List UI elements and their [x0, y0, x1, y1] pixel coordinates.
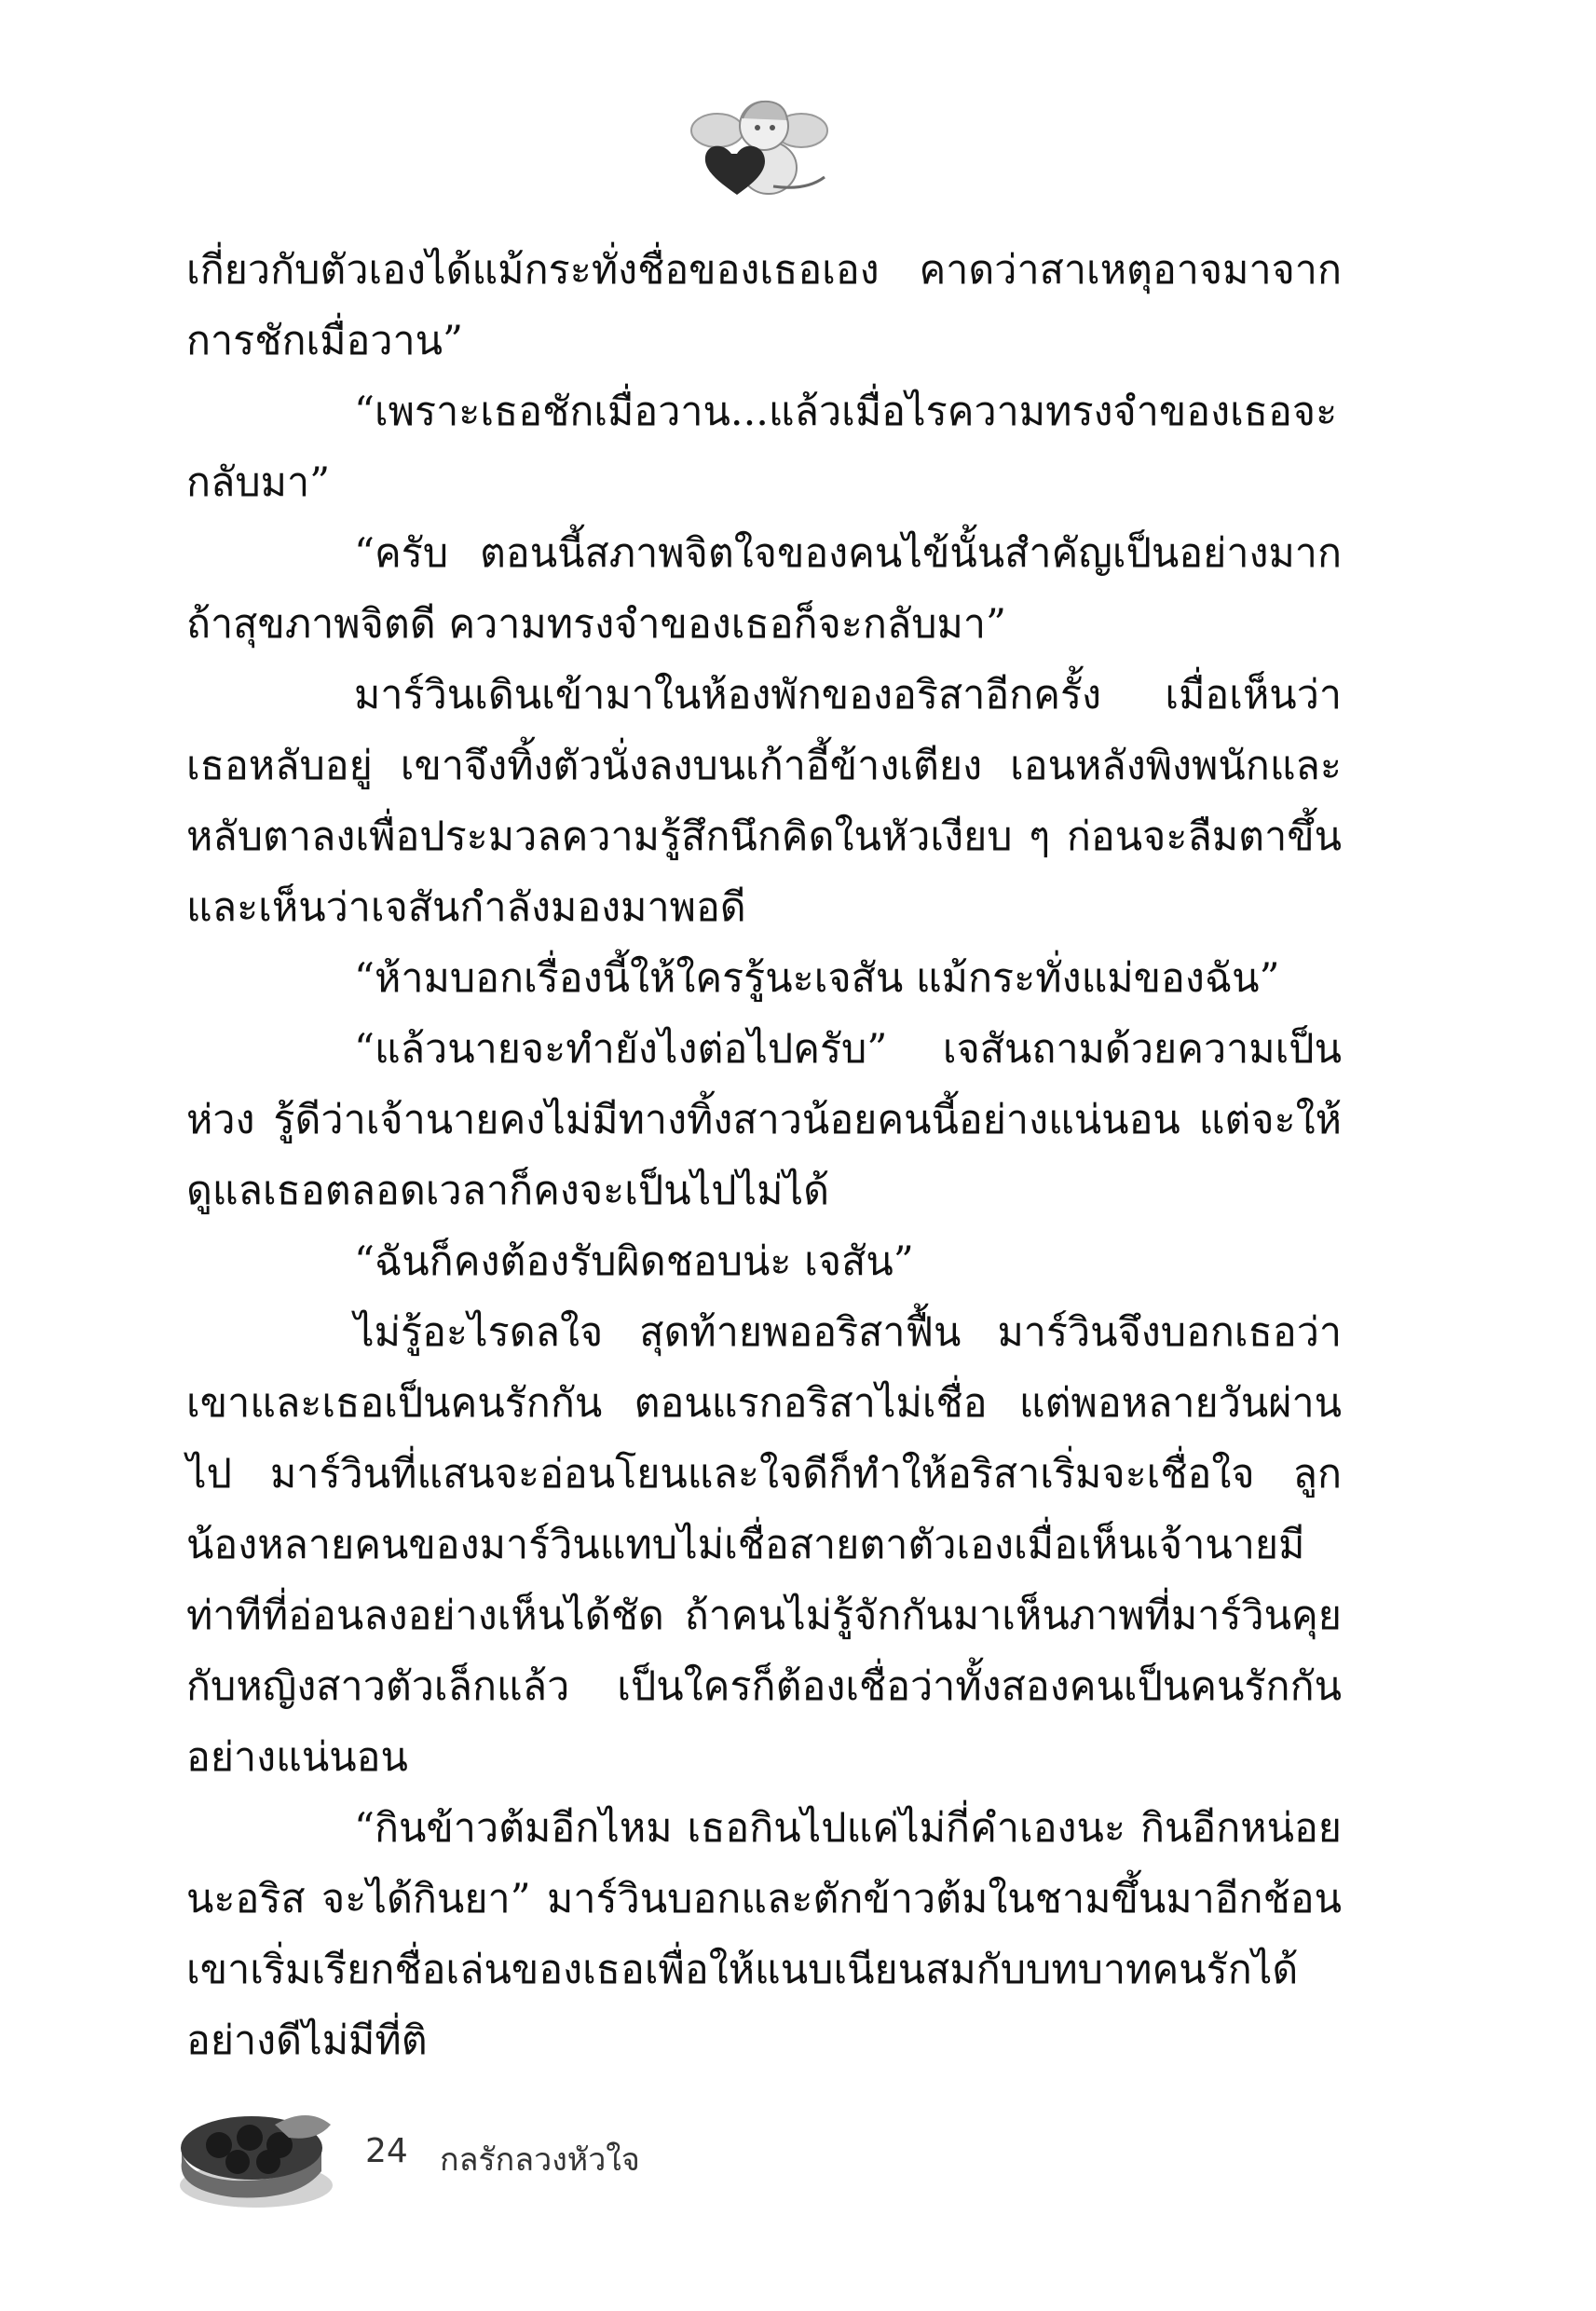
page-footer	[168, 2097, 913, 2218]
paragraph: “แล้วนายจะทำยังไงต่อไปครับ” เจสันถามด้วยความเป็นห่วง รู้ดีว่าเจ้านายคงไม่มีทางทิ้งสาวน้อยคนนี้อย่างแน่นอน แต่จะให้ดูแลเธอตลอดเวลาก็คงจะเป็นไปไม่ได้	[186, 1026, 1342, 1214]
paragraph: “ห้ามบอกเรื่องนี้ให้ใครรู้นะเจสัน แม้กระทั่งแม่ของฉัน”	[354, 955, 1280, 1002]
paragraph: ไม่รู้อะไรดลใจ สุดท้ายพออริสาฟื้น มาร์วินจึงบอกเธอว่าเขาและเธอเป็นคนรักกัน ตอนแรกอริสาไม่เชื่อ แต่พอหลายวันผ่านไป มาร์วินที่แสนจะอ่อนโยนและใจดีก็ทำให้อริสาเริ่มจะเชื่อใจ ลูกน้องหลายคนของมาร์วินแทบไม่เชื่อสายตาตัวเองเมื่อเห็นเจ้านายมีท่าทีที่อ่อนลงอย่างเห็นได้ชัด ถ้าคนไม่รู้จักกันมาเห็นภาพที่มาร์วินคุยกับหญิงสาวตัวเล็กแล้ว เป็นใครก็ต้องเชื่อว่าทั้งสองคนเป็นคนรักกันอย่างแน่นอน	[186, 1309, 1342, 1781]
body-text	[186, 235, 1342, 2076]
book-title: กลรักลวงหัวใจ	[440, 2141, 640, 2179]
page-number: 24	[365, 2132, 408, 2170]
paragraph: “เพราะเธอชักเมื่อวาน...แล้วเมื่อไรความทรงจำของเธอจะกลับมา”	[186, 389, 1338, 506]
paragraph: เกี่ยวกับตัวเองได้แม้กระทั่งชื่อของเธอเอง คาดว่าสาเหตุอาจมาจากการชักเมื่อวาน”	[186, 247, 1342, 364]
paragraph: มาร์วินเดินเข้ามาในห้องพักของอริสาอีกครั้ง เมื่อเห็นว่าเธอหลับอยู่ เขาจึงทิ้งตัวนั่งลงบนเก้าอี้ข้างเตียง เอนหลังพิงพนักและหลับตาลงเพื่อประมวลความรู้สึกนึกคิดในหัวเงียบ ๆ ก่อนจะลืมตาขึ้นและเห็นว่าเจสันกำลังมองมาพอดี	[186, 672, 1342, 931]
paragraph: “กินข้าวต้มอีกไหม เธอกินไปแค่ไม่กี่คำเองนะ กินอีกหน่อยนะอริส จะได้กินยา” มาร์วินบอกและตักข้าวต้มในชามขึ้นมาอีกช้อน เขาเริ่มเรียกชื่อเล่นของเธอเพื่อให้แนบเนียนสมกับบทบาทคนรักได้อย่างดีไม่มีที่ติ	[186, 1805, 1342, 2064]
paragraph: “ฉันก็คงต้องรับผิดชอบน่ะ เจสัน”	[354, 1238, 914, 1285]
heart-chocolate-box-icon	[168, 2097, 335, 2213]
paragraph: “ครับ ตอนนี้สภาพจิตใจของคนไข้นั้นสำคัญเป็นอย่างมาก ถ้าสุขภาพจิตดี ความทรงจำของเธอก็จะกลับมา”	[186, 530, 1342, 648]
cupid-with-heart-icon	[685, 89, 834, 210]
